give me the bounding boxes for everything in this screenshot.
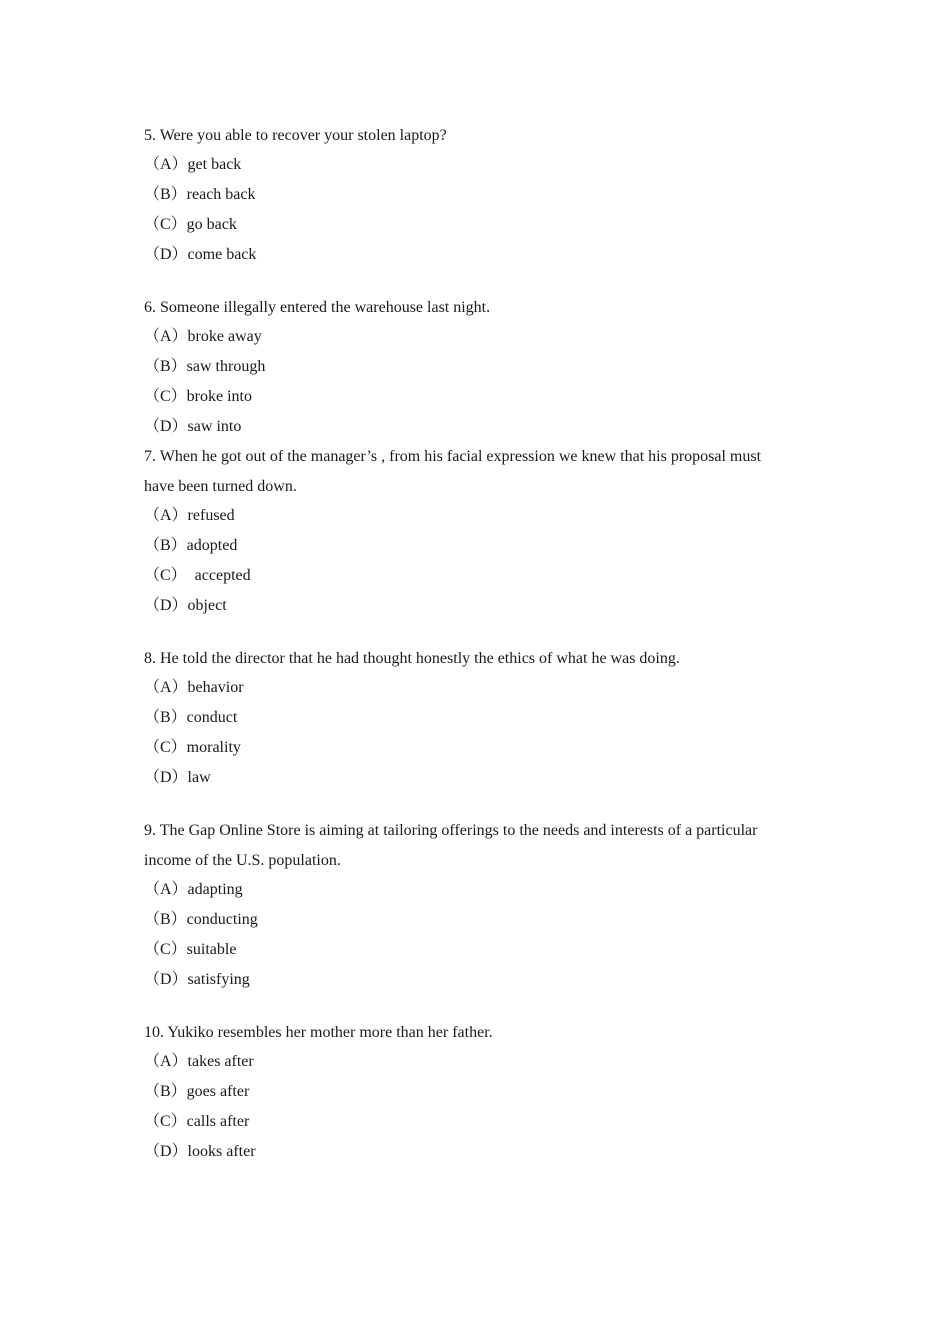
- question-10-stem: 10. Yukiko resembles her mother more than her father.: [144, 1024, 493, 1041]
- question-9-option-b: （B）conducting: [144, 911, 258, 928]
- question-7-stem-line-2: have been turned down.: [144, 478, 297, 495]
- question-5-option-c: （C）go back: [144, 216, 237, 233]
- question-8-option-d: （D）law: [144, 769, 211, 786]
- question-8-option-b: （B）conduct: [144, 709, 238, 726]
- question-6-option-c: （C）broke into: [144, 388, 252, 405]
- question-8-option-c: （C）morality: [144, 739, 241, 756]
- question-5-option-d: （D）come back: [144, 246, 257, 263]
- question-5-option-b: （B）reach back: [144, 186, 256, 203]
- question-7-option-b: （B）adopted: [144, 537, 238, 554]
- question-5-stem: 5. Were you able to recover your stolen laptop?: [144, 127, 447, 144]
- question-6-stem: 6. Someone illegally entered the warehouse last night.: [144, 299, 491, 316]
- question-8-stem: 8. He told the director that he had thought honestly the ethics of what he was doing.: [144, 650, 680, 667]
- question-6-option-b: （B）saw through: [144, 358, 266, 375]
- question-6-option-d: （D）saw into: [144, 418, 242, 435]
- question-10-option-c: （C）calls after: [144, 1113, 250, 1130]
- question-9-option-a: （A）adapting: [144, 881, 243, 898]
- question-10-option-a: （A）takes after: [144, 1053, 254, 1070]
- question-6-option-a: （A）broke away: [144, 328, 262, 345]
- question-8-option-a: （A）behavior: [144, 679, 244, 696]
- question-9-option-c: （C）suitable: [144, 941, 237, 958]
- question-10-option-b: （B）goes after: [144, 1083, 250, 1100]
- question-5-option-a: （A）get back: [144, 156, 242, 173]
- question-7-option-d: （D）object: [144, 597, 227, 614]
- question-9-stem-line-1: 9. The Gap Online Store is aiming at tailoring offerings to the needs and interests of a particular: [144, 822, 758, 839]
- question-7-option-c: （C） accepted: [144, 567, 251, 584]
- question-10-option-d: （D）looks after: [144, 1143, 256, 1160]
- question-7-stem-line-1: 7. When he got out of the manager’s , from his facial expression we knew that his proposal must: [144, 448, 762, 465]
- question-7-option-a: （A）refused: [144, 507, 235, 524]
- question-9-option-d: （D）satisfying: [144, 971, 250, 988]
- question-9-stem-line-2: income of the U.S. population.: [144, 852, 341, 869]
